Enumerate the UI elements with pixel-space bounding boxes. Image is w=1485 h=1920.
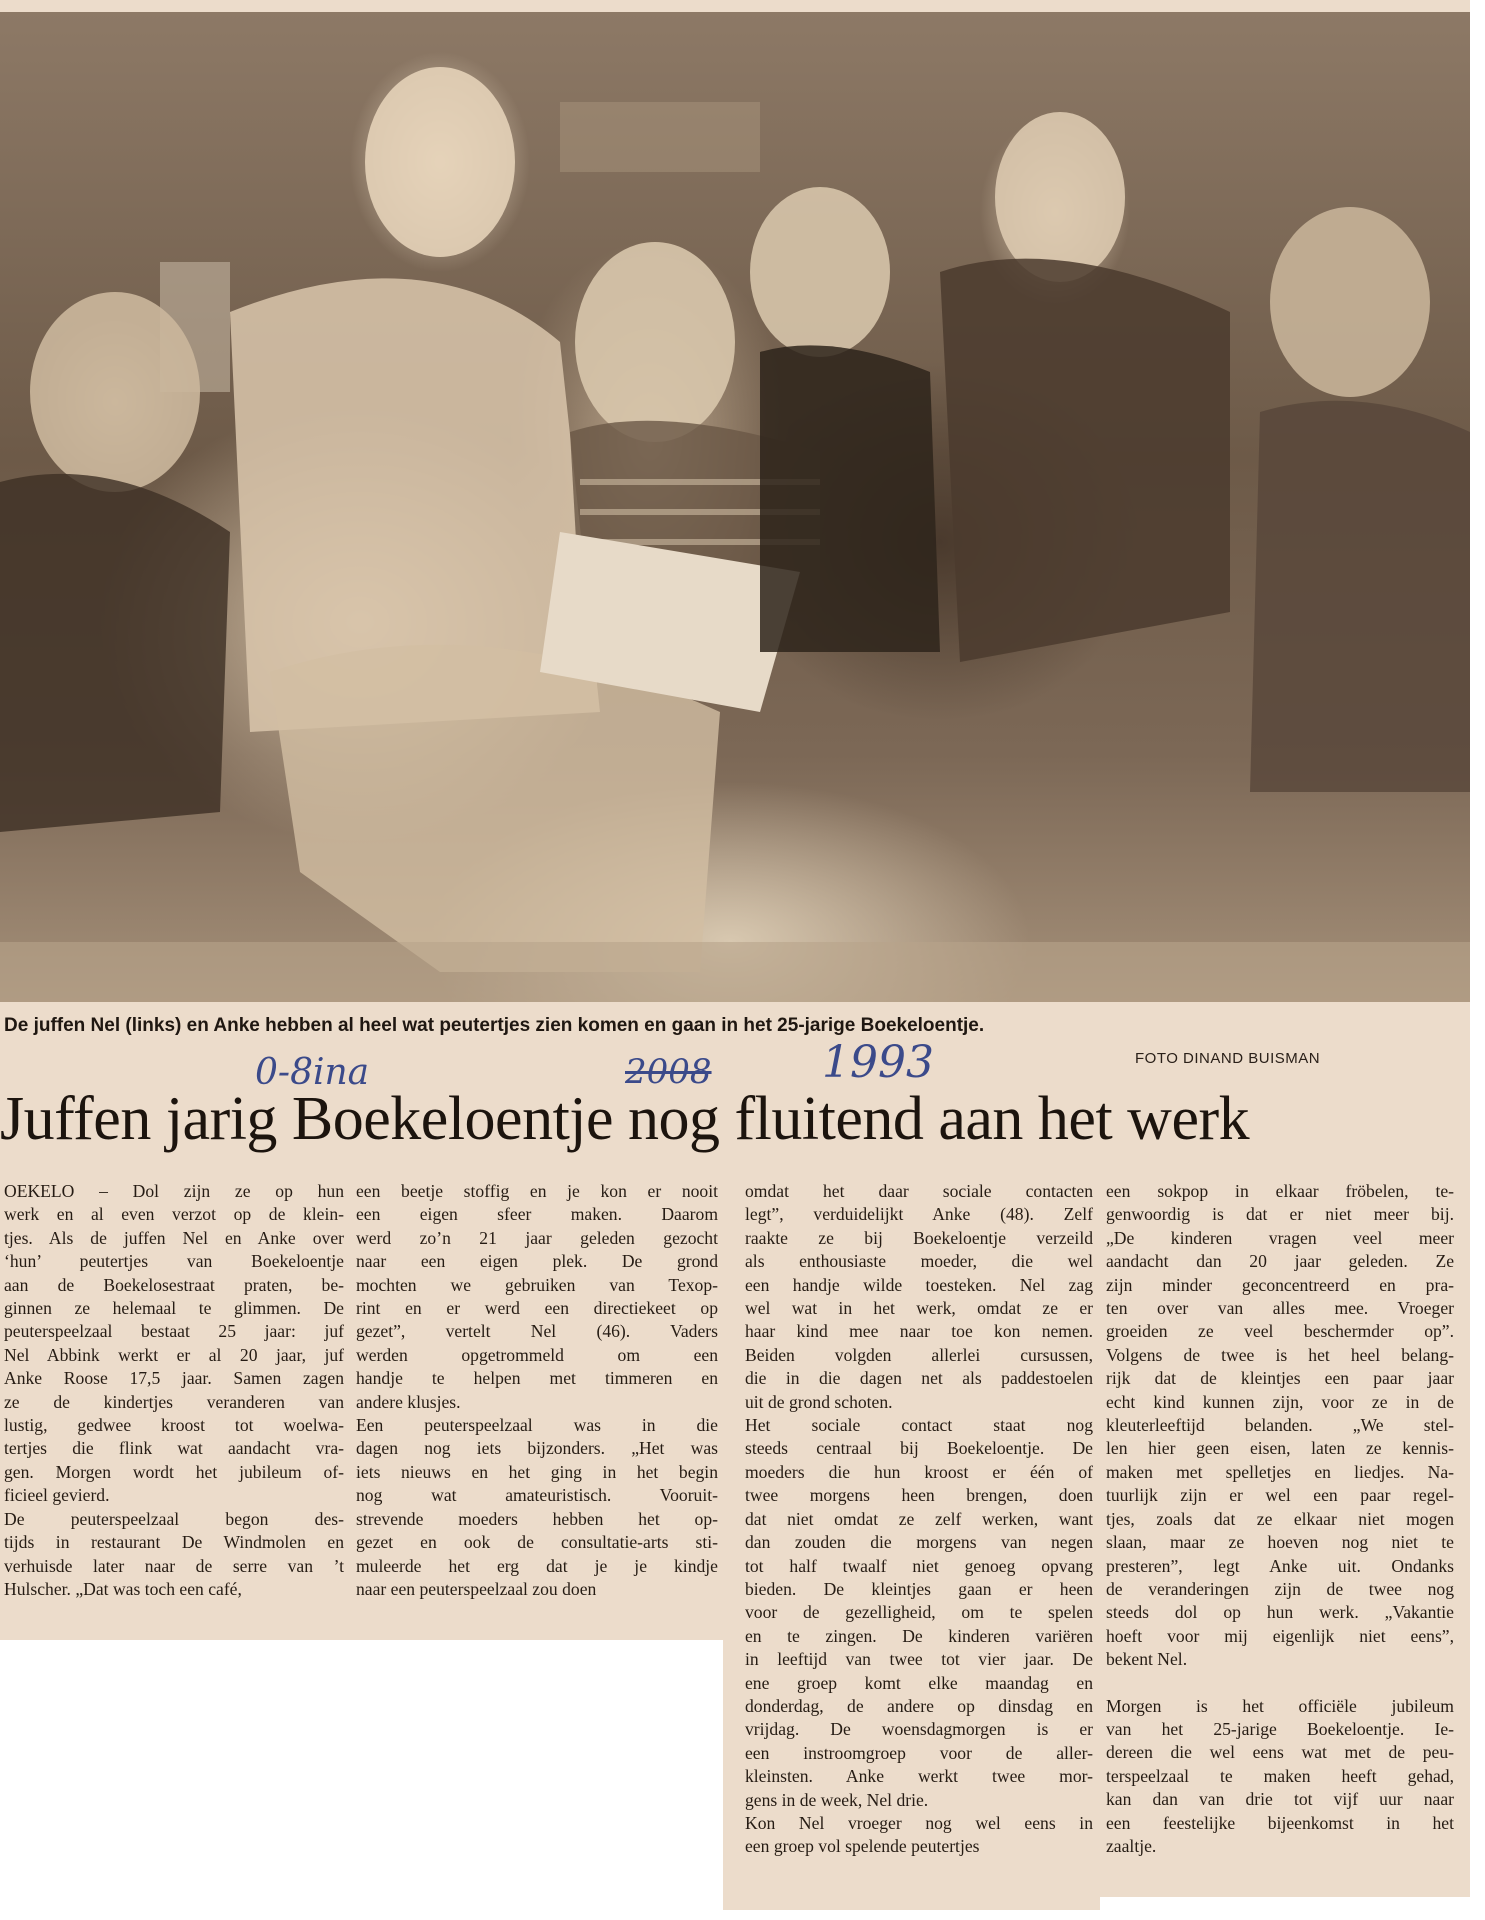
article-text-line: voor de gezelligheid, om te spelen [745,1602,1093,1623]
article-text-line: uit de grond schoten. [745,1391,893,1412]
article-text-line: en te zingen. De kinderen variëren [745,1625,1093,1646]
article-text-line: rijk dat de kleintjes een paar jaar [1106,1368,1454,1389]
article-column-2 [356,1180,718,1601]
photo-caption: De juffen Nel (links) en Anke hebben al heel wat peutertjes zien komen en gaan in het 25-jarige Boekeloentje. [4,1015,985,1036]
article-text-line: tuurlijk zijn er wel een paar regel- [1106,1485,1454,1506]
article-text-line: OEKELO – Dol zijn ze op hun [4,1181,344,1201]
photo-illustration [0,12,1470,1002]
article-text-line: de veranderingen zijn de twee nog [1106,1578,1454,1599]
article-text-line: dat niet omdat ze zelf werken, want [745,1508,1093,1529]
article-photo [0,12,1470,1002]
article-text-line: tertjes die flink wat aandacht vra- [4,1438,344,1459]
article-text-line: „De kinderen vragen veel meer [1106,1227,1454,1248]
article-text-line: Volgens de twee is het heel belang- [1106,1344,1454,1365]
article-text-line: terspeelzaal te maken heeft gehad, [1106,1765,1454,1786]
article-text-line: nog wat amateuristisch. Vooruit- [356,1485,718,1506]
handwritten-note: 0-8ina [255,1052,370,1093]
article-column-3 [745,1180,1093,1859]
article-text-line: in leeftijd van twee tot vier jaar. De [745,1649,1093,1670]
article-text-line: gezet”, vertelt Nel (46). Vaders [356,1321,718,1342]
article-text-line: naar een peuterspeelzaal zou doen [356,1578,597,1599]
article-text-line: rint en er werd een directiekeet op [356,1298,718,1319]
article-text-line: dagen nog iets bijzonders. „Het was [356,1438,718,1459]
article-text-line: donderdag, de andere op dinsdag en [745,1695,1093,1716]
article-text-line: die in die dagen net als paddestoelen [745,1368,1093,1389]
article-text-line: raakte ze bij Boekeloentje verzeild [745,1227,1093,1248]
article-text-line: len hier geen eisen, laten ze kennis- [1106,1438,1454,1459]
article-text-line: lustig, gedwee kroost tot woelwa- [4,1415,344,1436]
article-text-line: Morgen is het officiële jubileum [1106,1695,1454,1716]
article-text-line: vrijdag. De woensdagmorgen is er [745,1719,1093,1740]
article-text-line: gen. Morgen wordt het jubileum of- [4,1461,344,1482]
article-text-line: Beiden volgden allerlei cursussen, [745,1344,1093,1365]
article-text-line: Nel Abbink werkt er al 20 jaar, juf [4,1344,344,1365]
handwritten-strikethrough: 2008 [625,1052,712,1092]
article-text-line: kan dan van drie tot vijf uur naar [1106,1789,1454,1810]
article-text-line: Anke Roose 17,5 jaar. Samen zagen [4,1368,344,1389]
article-text-line: handje te helpen met timmeren en [356,1368,718,1389]
article-text-line: maken met spelletjes en liedjes. Na- [1106,1461,1454,1482]
article-text-line: Een peuterspeelzaal was in die [356,1415,718,1436]
article-text-line: steeds centraal bij Boekeloentje. De [745,1438,1093,1459]
article-text-line: van het 25-jarige Boekeloentje. Ie- [1106,1718,1454,1739]
article-text-line: twee morgens heen brengen, doen [745,1485,1093,1506]
article-text-line: werk en al even verzot op de klein- [4,1204,344,1225]
article-text-line: moeders die hun kroost er één of [745,1461,1093,1482]
photo-credit: FOTO DINAND BUISMAN [1135,1050,1321,1067]
article-text-line: werden opgetrommeld om een [356,1344,718,1365]
article-text-line: ze de kindertjes veranderen van [4,1391,344,1412]
handwritten-year: 1993 [822,1037,934,1088]
article-text-line: wel wat in het werk, omdat ze er [745,1298,1093,1319]
article-text-line: mochten we gebruiken van Texop- [356,1274,718,1295]
article-text-line: strevende moeders hebben het op- [356,1508,718,1529]
article-text-line: een feestelijke bijeenkomst in het [1106,1812,1454,1833]
article-text-line: een groep vol spelende peutertjes [745,1836,980,1857]
article-text-line: zaaltje. [1106,1835,1157,1856]
article-text-line: ficieel gevierd. [4,1485,110,1506]
article-text-line: gens in de week, Nel drie. [745,1789,929,1810]
article-text-line: genwoordig is dat er niet meer bij. [1106,1204,1454,1225]
article-text-line: omdat het daar sociale contacten [745,1181,1093,1201]
article-text-line: ‘hun’ peutertjes van Boekeloentje [4,1251,344,1272]
article-text-line: De peuterspeelzaal begon des- [4,1508,344,1529]
article-column-1 [4,1180,344,1601]
article-text-line: echt kind kunnen zijn, voor ze in de [1106,1391,1454,1412]
article-text-line: tjes, zoals dat ze elkaar niet mogen [1106,1508,1454,1529]
article-text-line: Kon Nel vroeger nog wel eens in [745,1812,1093,1833]
article-text-line: andere klusjes. [356,1391,461,1412]
article-text-line: iets nieuws en het ging in het begin [356,1461,718,1482]
article-text-line: slaan, maar ze hoeven nog niet te [1106,1532,1454,1553]
article-text-line: kleinsten. Anke werkt twee mor- [745,1766,1093,1787]
article-text-line: als enthousiaste moeder, die wel [745,1251,1093,1272]
article-text-line: steeds dol op hun werk. „Vakantie [1106,1602,1454,1623]
article-text-line: tjes. Als de juffen Nel en Anke over [4,1227,344,1248]
article-text-line: kleuterleeftijd belanden. „We stel- [1106,1415,1454,1436]
article-text-line: bekent Nel. [1106,1649,1188,1670]
article-text-line: hoeft voor mij eigenlijk niet eens”, [1106,1625,1454,1646]
article-text-line: werd zo’n 21 jaar geleden gezocht [356,1227,718,1248]
article-text-line: verhuisde later naar de serre van ’t [4,1555,344,1576]
article-text-line: een handje wilde toesteken. Nel zag [745,1274,1093,1295]
article-text-line: haar kind mee naar toe kon nemen. [745,1321,1093,1342]
article-column-4 [1106,1180,1454,1858]
article-text-line: peuterspeelzaal bestaat 25 jaar: juf [4,1321,344,1342]
article-text-line: bieden. De kleintjes gaan er heen [745,1578,1093,1599]
article-text-line: aandacht dan 20 jaar geleden. Ze [1106,1251,1454,1272]
article-text-line: legt”, verduidelijkt Anke (48). Zelf [745,1204,1093,1225]
article-text-line: ginnen ze helemaal te glimmen. De [4,1298,344,1319]
article-text-line: tot half twaalf niet genoeg opvang [745,1555,1093,1576]
article-text-line: een instroomgroep voor de aller- [745,1742,1093,1763]
article-text-line: naar een eigen plek. De grond [356,1251,718,1272]
article-text-line: een sokpop in elkaar fröbelen, te- [1106,1181,1454,1201]
article-text-line: Het sociale contact staat nog [745,1415,1093,1436]
article-text-line: aan de Boekelosestraat praten, be- [4,1274,344,1295]
article-text-line: een eigen sfeer maken. Daarom [356,1204,718,1225]
article-headline: Juffen jarig Boekeloentje nog fluitend aan het werk [0,1085,1250,1153]
article-text-line: een beetje stoffig en je kon er nooit [356,1181,718,1201]
article-text-line: groeiden ze veel beschermder op”. [1106,1321,1454,1342]
article-text-line: Hulscher. „Dat was toch een café, [4,1578,242,1599]
article-text-line: dereen die wel eens wat met de peu- [1106,1742,1454,1763]
article-text-line [1106,1672,1454,1695]
article-text-line: muleerde het erg dat je je kindje [356,1555,718,1576]
article-text-line: tijds in restaurant De Windmolen en [4,1532,344,1553]
article-text-line: dan zouden die morgens van negen [745,1532,1093,1553]
article-text-line: gezet en ook de consultatie-arts sti- [356,1532,718,1553]
article-text-line: ene groep komt elke maandag en [745,1672,1093,1693]
article-text-line: presteren”, legt Anke uit. Ondanks [1106,1555,1454,1576]
article-text-line: ten over van alles mee. Vroeger [1106,1298,1454,1319]
article-text-line: zijn minder geconcentreerd en pra- [1106,1274,1454,1295]
